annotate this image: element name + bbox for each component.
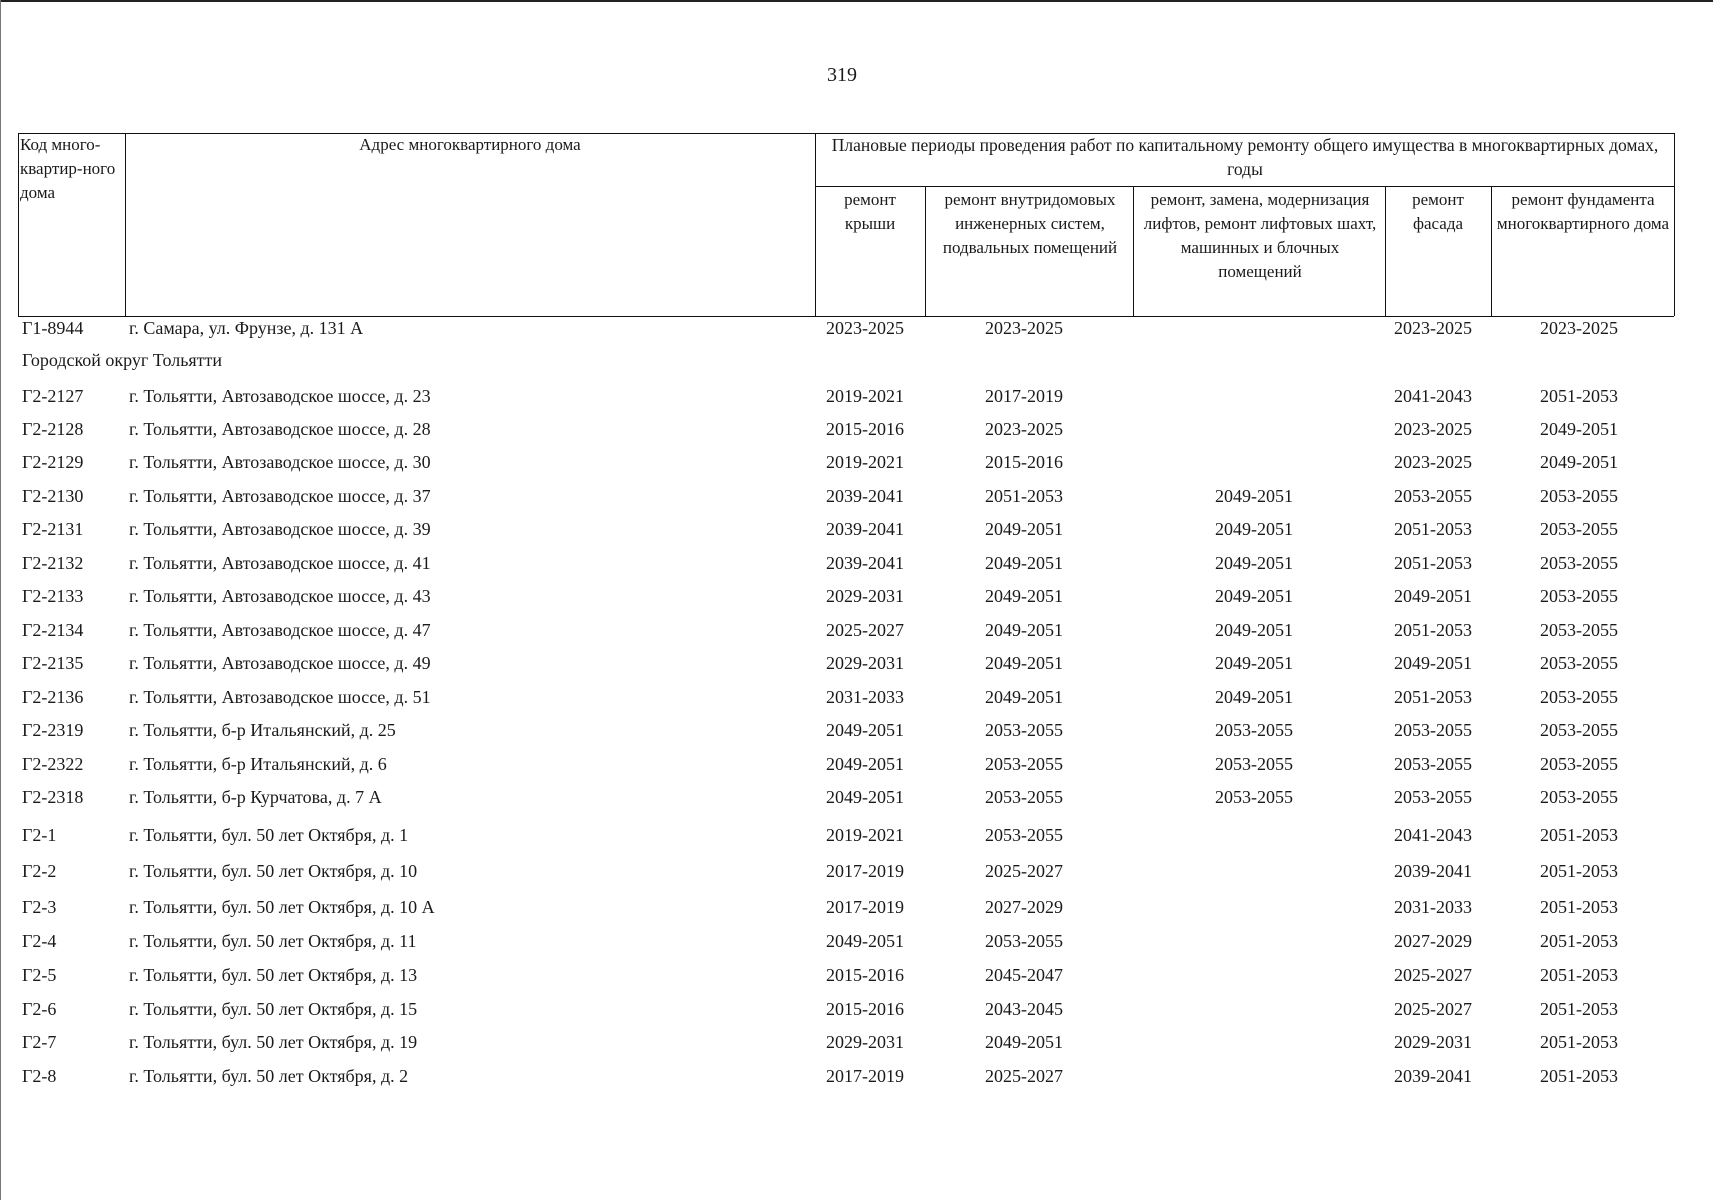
cell-engineering: 2049-2051 xyxy=(985,687,1063,707)
page-number: 319 xyxy=(827,64,857,86)
cell-facade: 2025-2027 xyxy=(1394,999,1472,1019)
cell-lifts: 2053-2055 xyxy=(1215,720,1293,740)
cell-facade: 2051-2053 xyxy=(1394,553,1472,573)
cell-address: г. Тольятти, бул. 50 лет Октября, д. 10 А xyxy=(129,897,435,917)
cell-address: г. Тольятти, Автозаводское шоссе, д. 39 xyxy=(129,519,431,539)
cell-roof: 2025-2027 xyxy=(826,620,904,640)
cell-foundation: 2051-2053 xyxy=(1540,386,1618,406)
cell-code: Г2-4 xyxy=(22,931,57,951)
header-roof: ремонт крыши xyxy=(844,190,896,233)
cell-foundation: 2053-2055 xyxy=(1540,553,1618,573)
cell-roof: 2019-2021 xyxy=(826,452,904,472)
table-row xyxy=(0,1061,1713,1091)
cell-roof: 2029-2031 xyxy=(826,586,904,606)
cell-engineering: 2027-2029 xyxy=(985,897,1063,917)
cell-engineering: 2045-2047 xyxy=(985,965,1063,985)
cell-code: Г2-2128 xyxy=(22,419,84,439)
cell-foundation: 2049-2051 xyxy=(1540,452,1618,472)
table-row xyxy=(0,581,1713,611)
table-row xyxy=(0,715,1713,745)
table-row xyxy=(0,414,1713,444)
cell-roof: 2017-2019 xyxy=(826,861,904,881)
table-row xyxy=(0,994,1713,1024)
cell-foundation: 2053-2055 xyxy=(1540,754,1618,774)
cell-engineering: 2025-2027 xyxy=(985,1066,1063,1086)
cell-code: Г2-8 xyxy=(22,1066,57,1086)
cell-facade: 2049-2051 xyxy=(1394,586,1472,606)
cell-foundation: 2053-2055 xyxy=(1540,720,1618,740)
cell-engineering: 2025-2027 xyxy=(985,861,1063,881)
cell-lifts: 2049-2051 xyxy=(1215,653,1293,673)
cell-code: Г2-2322 xyxy=(22,754,84,774)
cell-roof: 2015-2016 xyxy=(826,419,904,439)
cell-code: Г2-2318 xyxy=(22,787,84,807)
page-top-border xyxy=(0,0,1713,2)
table-row xyxy=(0,782,1713,812)
cell-engineering: 2053-2055 xyxy=(985,931,1063,951)
cell-code: Г2-5 xyxy=(22,965,57,985)
table-row xyxy=(0,960,1713,990)
cell-foundation: 2051-2053 xyxy=(1540,965,1618,985)
cell-address: г. Тольятти, бул. 50 лет Октября, д. 10 xyxy=(129,861,418,881)
cell-lifts: 2049-2051 xyxy=(1215,519,1293,539)
cell-address: г. Тольятти, бул. 50 лет Октября, д. 19 xyxy=(129,1032,418,1052)
cell-roof: 2015-2016 xyxy=(826,965,904,985)
header-facade: ремонт фасада xyxy=(1412,190,1464,233)
table-row xyxy=(0,615,1713,645)
cell-address: г. Тольятти, Автозаводское шоссе, д. 28 xyxy=(129,419,431,439)
cell-roof: 2039-2041 xyxy=(826,519,904,539)
table-row xyxy=(0,381,1713,411)
cell-facade: 2051-2053 xyxy=(1394,519,1472,539)
cell-engineering: 2043-2045 xyxy=(985,999,1063,1019)
cell-address: г. Тольятти, Автозаводское шоссе, д. 30 xyxy=(129,452,431,472)
table-row xyxy=(0,820,1713,850)
cell-roof: 2017-2019 xyxy=(826,897,904,917)
cell-lifts: 2049-2051 xyxy=(1215,553,1293,573)
cell-address: г. Тольятти, Автозаводское шоссе, д. 47 xyxy=(129,620,431,640)
cell-facade: 2051-2053 xyxy=(1394,620,1472,640)
cell-code: Г2-2133 xyxy=(22,586,84,606)
table-row xyxy=(0,481,1713,511)
cell-engineering: 2051-2053 xyxy=(985,486,1063,506)
cell-code: Г2-2129 xyxy=(22,452,84,472)
cell-lifts: 2049-2051 xyxy=(1215,486,1293,506)
cell-address: г. Тольятти, бул. 50 лет Октября, д. 2 xyxy=(129,1066,409,1086)
cell-roof: 2039-2041 xyxy=(826,486,904,506)
cell-roof: 2049-2051 xyxy=(826,931,904,951)
cell-address: г. Тольятти, б-р Итальянский, д. 25 xyxy=(129,720,396,740)
cell-foundation: 2053-2055 xyxy=(1540,787,1618,807)
cell-foundation: 2051-2053 xyxy=(1540,861,1618,881)
table-row xyxy=(0,749,1713,779)
cell-roof: 2019-2021 xyxy=(826,386,904,406)
cell-roof: 2015-2016 xyxy=(826,999,904,1019)
cell-facade: 2053-2055 xyxy=(1394,754,1472,774)
table-row xyxy=(0,926,1713,956)
cell-code: Г2-2 xyxy=(22,861,57,881)
cell-address: г. Тольятти, Автозаводское шоссе, д. 37 xyxy=(129,486,431,506)
header-address: Адрес многоквартирного дома xyxy=(359,135,581,154)
cell-address: г. Тольятти, Автозаводское шоссе, д. 49 xyxy=(129,653,431,673)
cell-address: г. Тольятти, бул. 50 лет Октября, д. 13 xyxy=(129,965,418,985)
cell-code: Г2-2319 xyxy=(22,720,84,740)
cell-address: г. Тольятти, Автозаводское шоссе, д. 23 xyxy=(129,386,431,406)
cell-roof: 2019-2021 xyxy=(826,825,904,845)
cell-facade: 2051-2053 xyxy=(1394,687,1472,707)
cell-facade: 2053-2055 xyxy=(1394,720,1472,740)
table-row xyxy=(0,682,1713,712)
cell-facade: 2023-2025 xyxy=(1394,452,1472,472)
cell-facade: 2053-2055 xyxy=(1394,486,1472,506)
cell-facade: 2041-2043 xyxy=(1394,825,1472,845)
header-code: Код много-квартир-ного дома xyxy=(20,135,116,202)
cell-foundation: 2051-2053 xyxy=(1540,1066,1618,1086)
cell-foundation: 2053-2055 xyxy=(1540,519,1618,539)
cell-foundation: 2053-2055 xyxy=(1540,620,1618,640)
table-row xyxy=(0,514,1713,544)
cell-foundation: 2053-2055 xyxy=(1540,486,1618,506)
cell-roof: 2031-2033 xyxy=(826,687,904,707)
cell-foundation: 2051-2053 xyxy=(1540,825,1618,845)
cell-roof: 2017-2019 xyxy=(826,1066,904,1086)
section-title: Городской округ Тольятти xyxy=(22,350,223,370)
cell-lifts: 2049-2051 xyxy=(1215,586,1293,606)
cell-facade: 2049-2051 xyxy=(1394,653,1472,673)
cell-lifts: 2049-2051 xyxy=(1215,620,1293,640)
header-engineering: ремонт внутридомовых инженерных систем, подвальных помещений xyxy=(942,190,1118,257)
cell-engineering: 2017-2019 xyxy=(985,386,1063,406)
cell-facade: 2041-2043 xyxy=(1394,386,1472,406)
cell-engineering: 2053-2055 xyxy=(985,825,1063,845)
cell-facade: 2029-2031 xyxy=(1394,1032,1472,1052)
cell-code: Г2-1 xyxy=(22,825,57,845)
cell-lifts: 2053-2055 xyxy=(1215,754,1293,774)
cell-code: Г2-2134 xyxy=(22,620,84,640)
header-periods: Плановые периоды проведения работ по капитальному ремонту общего имущества в многоквартирных домах, годы xyxy=(831,135,1659,179)
cell-foundation: 2051-2053 xyxy=(1540,897,1618,917)
cell-code: Г2-2130 xyxy=(22,486,84,506)
cell-facade: 2031-2033 xyxy=(1394,897,1472,917)
cell-engineering: 2049-2051 xyxy=(985,1032,1063,1052)
cell-code: Г2-3 xyxy=(22,897,57,917)
table-row: Г1-8944 г. Самара, ул. Фрунзе, д. 131 А 2023-2025 2023-2025 2023-2025 2023-2025 xyxy=(22,318,1618,338)
cell-foundation: 2051-2053 xyxy=(1540,999,1618,1019)
cell-roof: 2039-2041 xyxy=(826,553,904,573)
table-row xyxy=(0,1027,1713,1057)
cell-foundation: 2051-2053 xyxy=(1540,931,1618,951)
cell-facade: 2039-2041 xyxy=(1394,1066,1472,1086)
cell-engineering: 2049-2051 xyxy=(985,620,1063,640)
cell-code: Г2-2131 xyxy=(22,519,84,539)
cell-lifts: 2049-2051 xyxy=(1215,687,1293,707)
table-row xyxy=(0,548,1713,578)
cell-roof: 2029-2031 xyxy=(826,653,904,673)
cell-roof: 2029-2031 xyxy=(826,1032,904,1052)
cell-foundation: 2053-2055 xyxy=(1540,653,1618,673)
cell-code: Г2-2135 xyxy=(22,653,84,673)
cell-foundation: 2049-2051 xyxy=(1540,419,1618,439)
table-row xyxy=(0,856,1713,886)
cell-address: г. Тольятти, б-р Итальянский, д. 6 xyxy=(129,754,387,774)
cell-facade: 2053-2055 xyxy=(1394,787,1472,807)
cell-engineering: 2049-2051 xyxy=(985,553,1063,573)
cell-facade: 2025-2027 xyxy=(1394,965,1472,985)
cell-code: Г2-6 xyxy=(22,999,57,1019)
cell-engineering: 2023-2025 xyxy=(985,419,1063,439)
header-lifts: ремонт, замена, модернизация лифтов, ремонт лифтовых шахт, машинных и блочных помещений xyxy=(1143,190,1377,281)
table-row xyxy=(0,648,1713,678)
cell-address: г. Тольятти, Автозаводское шоссе, д. 51 xyxy=(129,687,431,707)
cell-engineering: 2049-2051 xyxy=(985,586,1063,606)
cell-code: Г2-7 xyxy=(22,1032,57,1052)
cell-engineering: 2049-2051 xyxy=(985,519,1063,539)
cell-roof: 2049-2051 xyxy=(826,754,904,774)
cell-address: г. Тольятти, Автозаводское шоссе, д. 41 xyxy=(129,553,431,573)
cell-foundation: 2051-2053 xyxy=(1540,1032,1618,1052)
cell-engineering: 2049-2051 xyxy=(985,653,1063,673)
cell-address: г. Тольятти, бул. 50 лет Октября, д. 11 xyxy=(129,931,417,951)
table-row xyxy=(0,892,1713,922)
cell-lifts: 2053-2055 xyxy=(1215,787,1293,807)
table-row xyxy=(0,447,1713,477)
cell-engineering: 2053-2055 xyxy=(985,720,1063,740)
cell-engineering: 2053-2055 xyxy=(985,754,1063,774)
cell-code: Г2-2136 xyxy=(22,687,84,707)
cell-facade: 2039-2041 xyxy=(1394,861,1472,881)
cell-facade: 2023-2025 xyxy=(1394,419,1472,439)
cell-code: Г2-2132 xyxy=(22,553,84,573)
cell-address: г. Тольятти, бул. 50 лет Октября, д. 15 xyxy=(129,999,418,1019)
cell-foundation: 2053-2055 xyxy=(1540,687,1618,707)
cell-address: г. Тольятти, б-р Курчатова, д. 7 А xyxy=(129,787,382,807)
cell-roof: 2049-2051 xyxy=(826,787,904,807)
cell-engineering: 2015-2016 xyxy=(985,452,1063,472)
cell-engineering: 2053-2055 xyxy=(985,787,1063,807)
cell-code: Г2-2127 xyxy=(22,386,84,406)
cell-address: г. Тольятти, бул. 50 лет Октября, д. 1 xyxy=(129,825,409,845)
cell-foundation: 2053-2055 xyxy=(1540,586,1618,606)
header-foundation: ремонт фундамента многоквартирного дома xyxy=(1496,190,1670,233)
cell-facade: 2027-2029 xyxy=(1394,931,1472,951)
cell-address: г. Тольятти, Автозаводское шоссе, д. 43 xyxy=(129,586,431,606)
cell-roof: 2049-2051 xyxy=(826,720,904,740)
